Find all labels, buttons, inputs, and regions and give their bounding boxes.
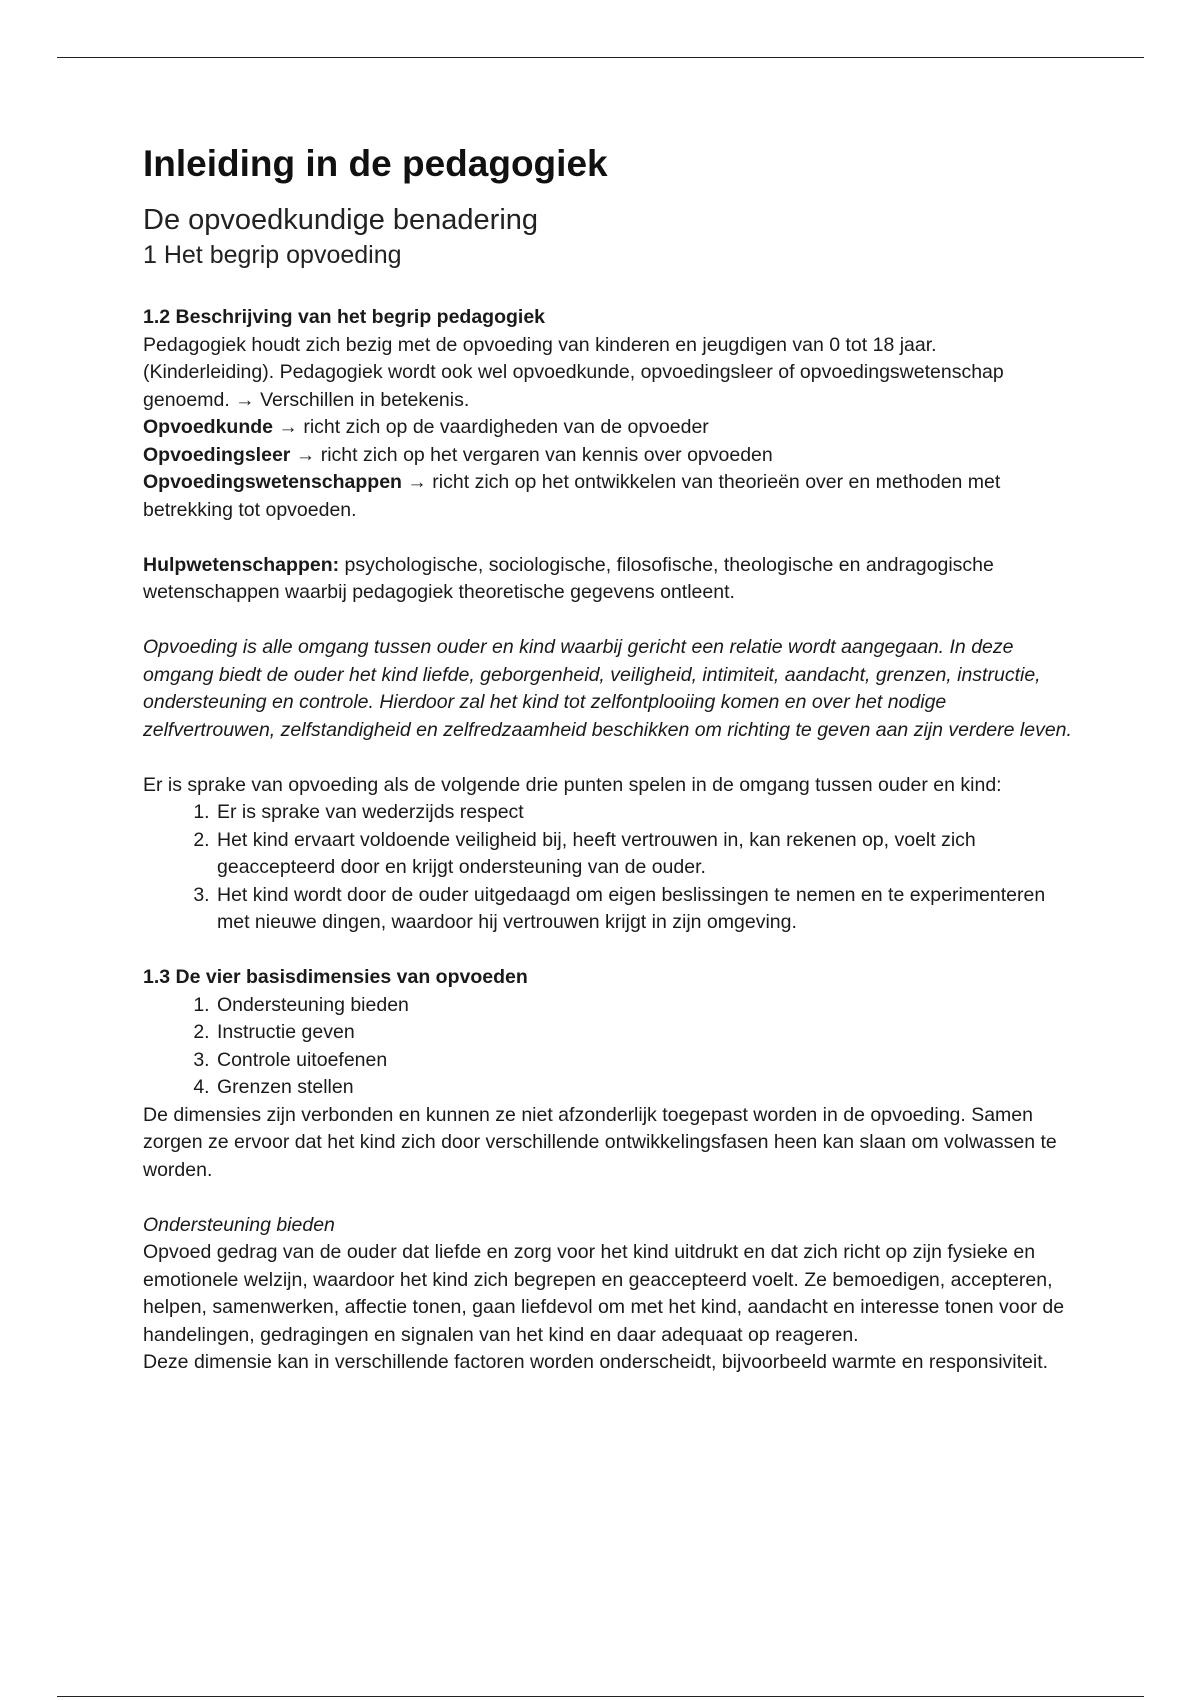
bottom-rule [57, 1696, 1144, 1697]
conditions-list [143, 799, 1073, 937]
dimensions-text: De dimensies zijn verbonden en kunnen ze niet afzonderlijk toegepast worden in de opvoeding. Samen zorgen ze ervoor dat het kind zich door verschillende ontwikkelingsfasen heen kan slaan om volwassen te worden. [143, 1103, 1057, 1181]
support-text: Opvoed gedrag van de ouder dat liefde en zorg voor het kind uitdrukt en dat zich richt op zijn fysieke en emotionele welzijn, waardoor het kind zich begrepen en geaccepteerd voelt. Ze bemoedigen, accepteren, helpen, samenwerken, affectie tonen, gaan liefdevol om met het kind, aandacht en interesse tonen voor de handelingen, gedragingen en signalen van het kind en daar adequaat op reageren. [143, 1241, 1065, 1346]
document-subtitle: De opvoedkundige benadering [143, 204, 539, 236]
definition-opvoedkunde [143, 414, 1073, 442]
list-item: 2. Instructie geven [215, 1019, 1073, 1047]
list-item: 2. Het kind ervaart voldoende veiligheid bij, heeft vertrouwen in, kan rekenen op, voelt zich geaccepteerd door en krijgt ondersteuning van de ouder. [215, 827, 1073, 882]
definition-term: Opvoedkunde → [143, 416, 298, 438]
auxiliary-term: Hulpwetenschappen: [143, 553, 340, 576]
definition-text: richt zich op het ontwikkelen van theorieën over en methoden met betrekking tot opvoeden. [143, 471, 1001, 521]
auxiliary-sciences [143, 552, 1073, 607]
section-1-3-heading: 1.3 De vier basisdimensies van opvoeden [143, 966, 528, 988]
definition-text: richt zich op het vergaren van kennis over opvoeden [315, 443, 773, 466]
definition-text: richt zich op de vaardigheden van de opvoeder [297, 416, 709, 438]
definition-term: Opvoedingswetenschappen → [143, 471, 427, 493]
chapter-heading: 1 Het begrip opvoeding [143, 241, 402, 269]
document-body [143, 140, 1073, 1377]
top-rule [57, 57, 1144, 58]
definition-opvoedingsleer [143, 442, 1073, 470]
list-item: 1. Er is sprake van wederzijds respect [215, 799, 1073, 827]
section-1-2-intro: Pedagogiek houdt zich bezig met de opvoeding van kinderen en jeugdigen van 0 tot 18 jaar. (Kinderleiding). Pedagogiek wordt ook wel opvoedkunde, opvoedingsleer of opvoedingswetenschap genoemd. → Verschillen in betekenis. [143, 333, 1004, 411]
support-factors-text: Deze dimensie kan in verschillende factoren worden onderscheidt, bijvoorbeeld warmte en responsiviteit. [143, 1351, 1049, 1373]
conditions-intro: Er is sprake van opvoeding als de volgende drie punten spelen in de omgang tussen ouder en kind: [143, 773, 1002, 796]
list-item: 1. Ondersteuning bieden [215, 992, 1073, 1020]
list-item: 3. Het kind wordt door de ouder uitgedaagd om eigen beslissingen te nemen en te experimenteren met nieuwe dingen, waardoor hij vertrouwen krijgt in zijn omgeving. [215, 882, 1073, 937]
definition-term: Opvoedingsleer → [143, 443, 316, 466]
section-1-2-heading: 1.2 Beschrijving van het begrip pedagogiek [143, 306, 546, 328]
list-item: 3. Controle uitoefenen [215, 1047, 1073, 1075]
list-item: 4. Grenzen stellen [215, 1074, 1073, 1102]
support-subheading: Ondersteuning bieden [143, 1213, 335, 1236]
dimensions-list [143, 992, 1073, 1102]
upbringing-definition: Opvoeding is alle omgang tussen ouder en kind waarbij gericht een relatie wordt aangegaan. In deze omgang biedt de ouder het kind liefde, geborgenheid, veiligheid, intimiteit, aandacht, grenzen, instructie, ondersteuning en controle. Hierdoor zal het kind tot zelfontplooiing komen en over het nodige zelfvertrouwen, zelfstandigheid en zelfredzaamheid beschikken om richting te geven aan zijn verdere leven. [143, 636, 1072, 741]
document-title: Inleiding in de pedagogiek [143, 143, 608, 184]
auxiliary-text: psychologische, sociologische, filosofische, theologische en andragogische wetenschappen waarbij pedagogiek theoretische gegevens ontleent. [143, 553, 994, 603]
definition-opvoedingswetenschappen [143, 469, 1073, 524]
